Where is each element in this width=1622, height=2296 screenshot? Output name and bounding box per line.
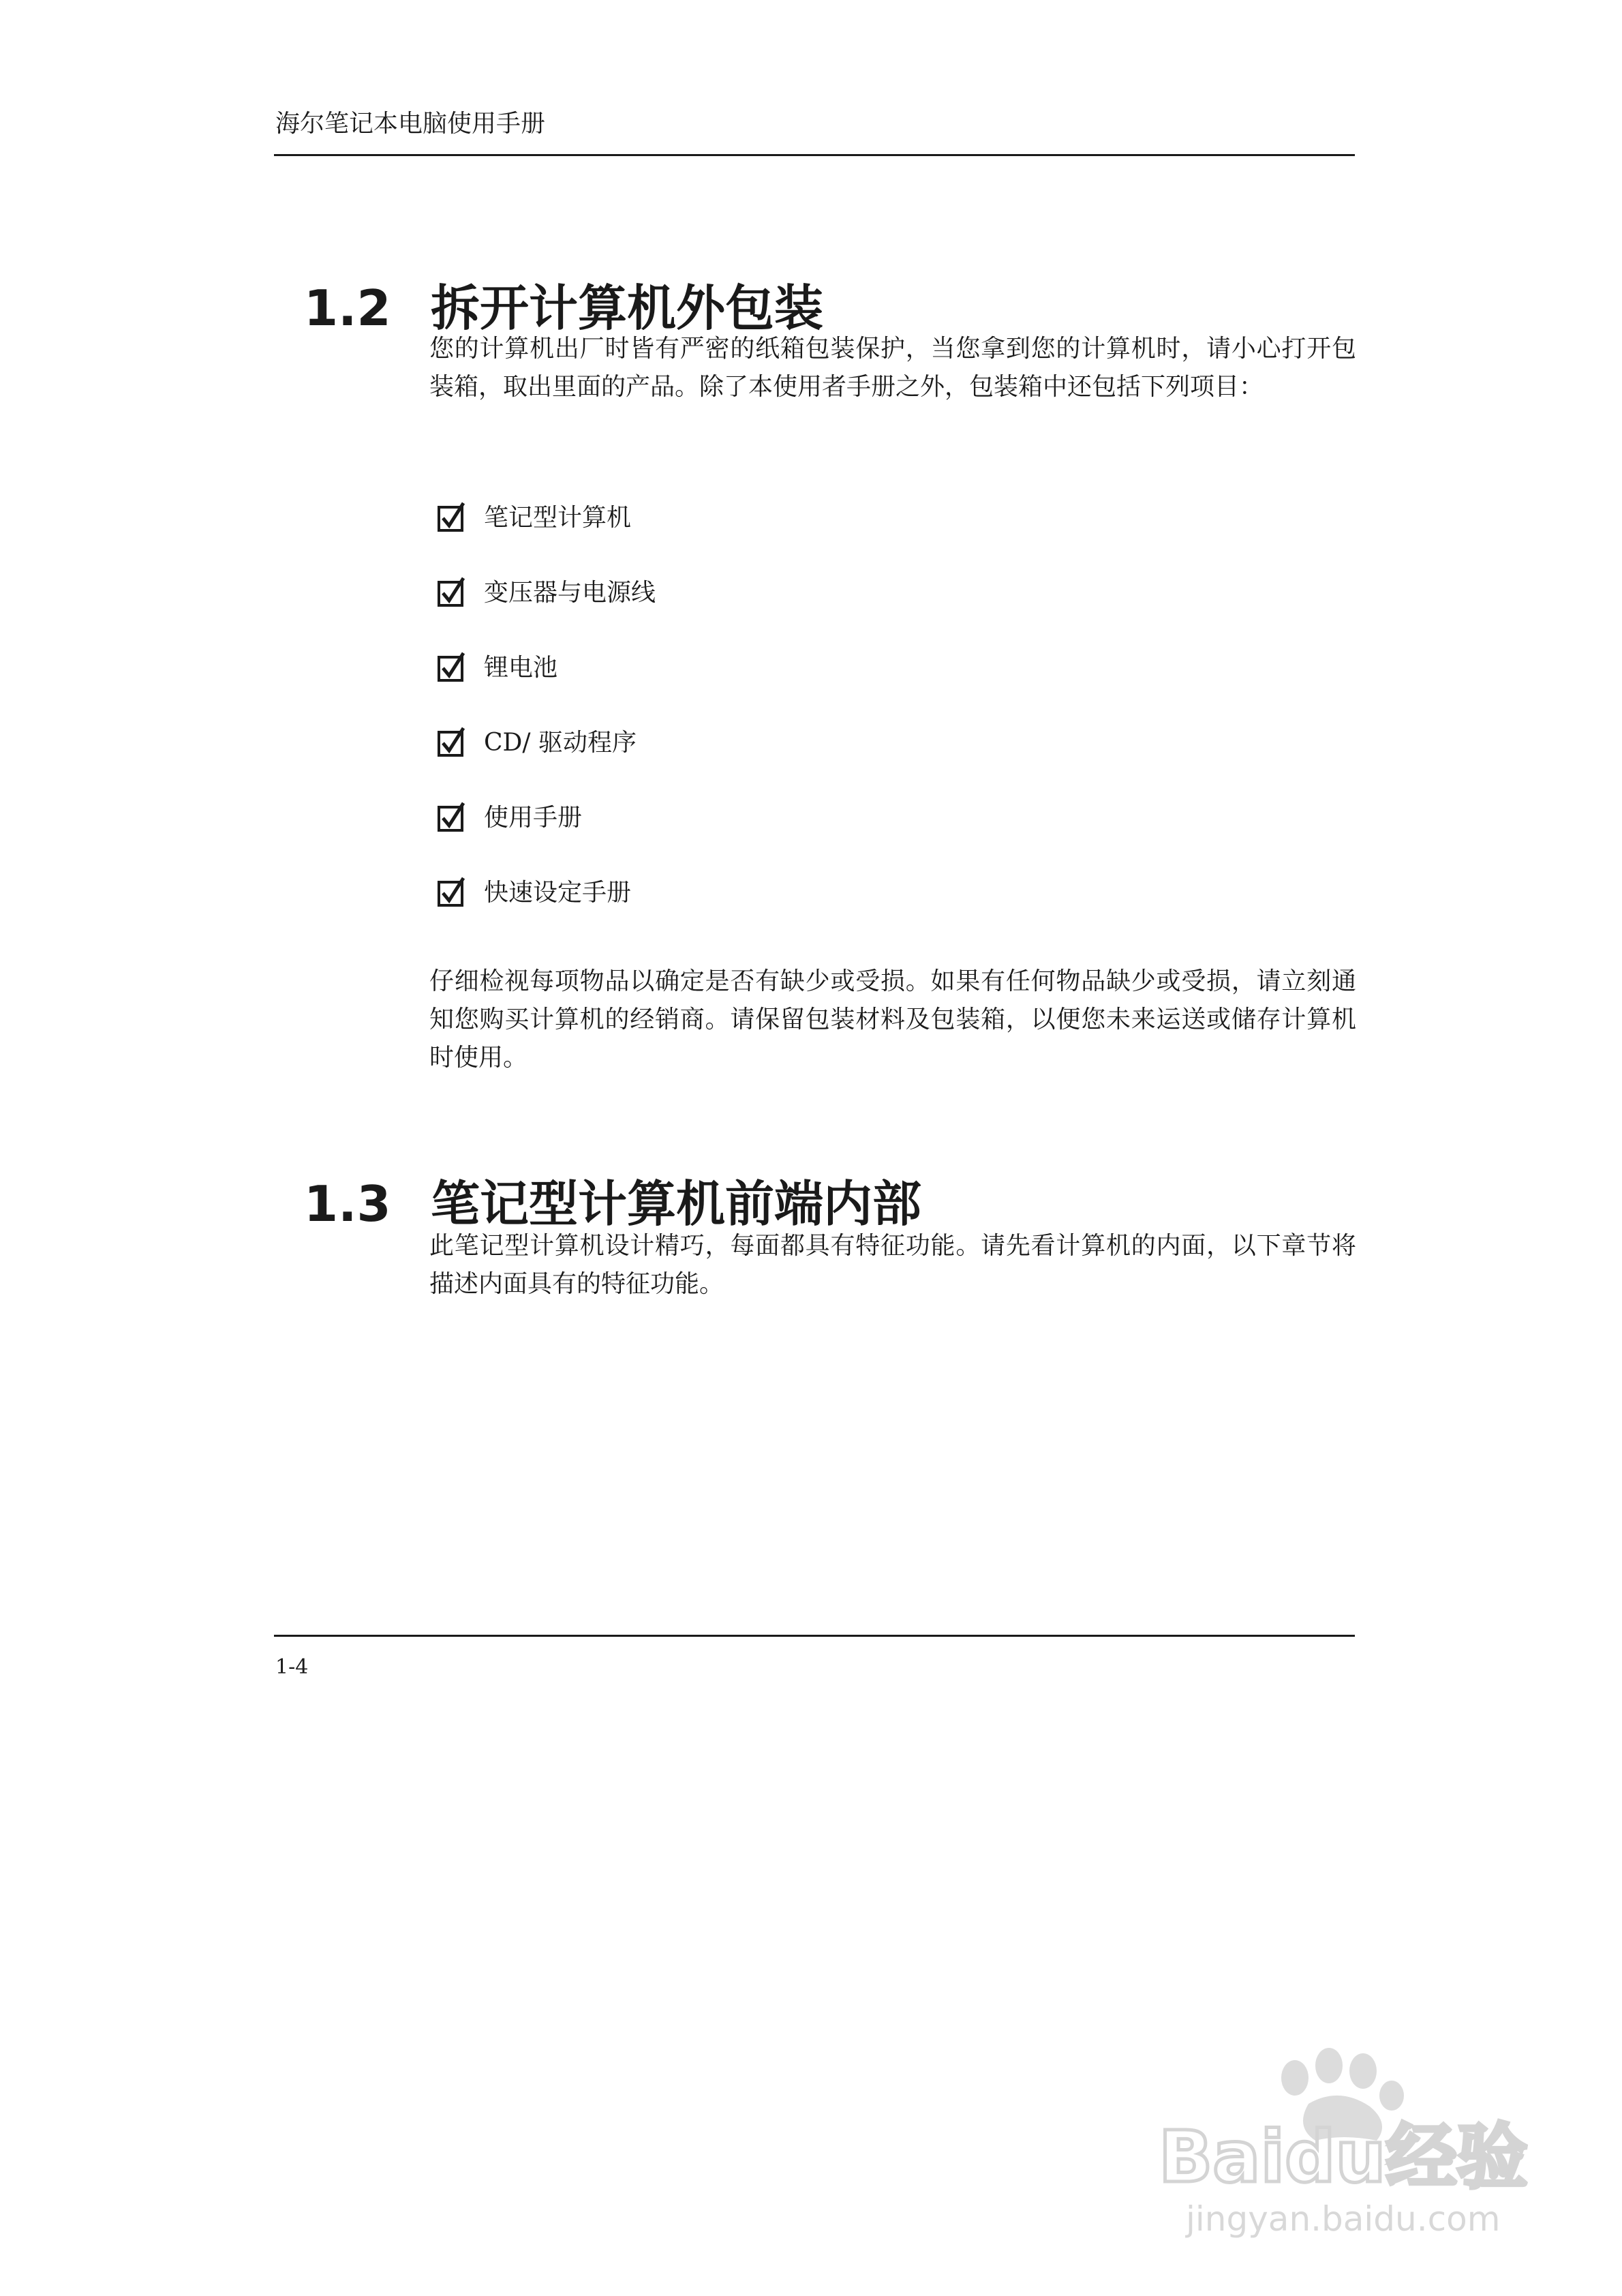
inspection-paragraph: 仔细检视每项物品以确定是否有缺少或受损。如果有任何物品缺少或受损，请立刻通知您购买计算机的经销商。请保留包装材料及包装箱，以便您未来运送或储存计算机时使用。 (429, 967, 1356, 1072)
checked-box-icon (438, 502, 466, 533)
checked-box-icon (438, 727, 466, 758)
section-heading-1-3 (304, 1175, 921, 1233)
checked-box-icon (438, 877, 466, 908)
unpacking-intro-paragraph: 您的计算机出厂时皆有严密的纸箱包装保护，当您拿到您的计算机时，请小心打开包装箱，取出里面的产品。除了本使用者手册之外，包装箱中还包括下列项目： (429, 335, 1356, 401)
manual-title: 海尔笔记本电脑使用手册 (275, 110, 546, 138)
watermark-brand-text: Baidu经验 (1159, 2115, 1528, 2199)
section-heading-1-2 (304, 280, 823, 337)
checklist-item (438, 799, 656, 874)
checklist-item (438, 874, 656, 949)
checklist-item (438, 649, 656, 724)
watermark-wordmark (1159, 2115, 1528, 2239)
checklist-item (438, 724, 656, 799)
section-number: 1.3 (304, 1175, 391, 1233)
page-number: 1-4 (275, 1655, 309, 1679)
section-title: 拆开计算机外包装 (431, 279, 824, 337)
footer-divider (274, 1635, 1355, 1637)
watermark-url-text: jingyan.baidu.com (1186, 2199, 1501, 2239)
section-title: 笔记型计算机前端内部 (431, 1175, 922, 1233)
checked-box-icon (438, 652, 466, 683)
checklist-item-label: 快速设定手册 (484, 879, 632, 907)
checklist-item (438, 499, 656, 574)
front-interior-paragraph: 此笔记型计算机设计精巧，每面都具有特征功能。请先看计算机的内面，以下章节将描述内面具有的特征功能。 (429, 1232, 1356, 1298)
checklist-item-label: 变压器与电源线 (484, 579, 656, 607)
checklist-item (438, 574, 656, 649)
checklist-item-label: CD/ 驱动程序 (484, 729, 637, 757)
checklist-item-label: 锂电池 (484, 654, 558, 682)
checklist-item-label: 使用手册 (484, 804, 583, 832)
header-divider (274, 154, 1355, 156)
checked-box-icon (438, 577, 466, 608)
checklist-item-label: 笔记型计算机 (484, 504, 632, 532)
section-number: 1.2 (304, 279, 391, 337)
baidu-jingyan-watermark (1145, 2038, 1540, 2243)
package-contents-checklist (438, 499, 656, 949)
checked-box-icon (438, 802, 466, 833)
